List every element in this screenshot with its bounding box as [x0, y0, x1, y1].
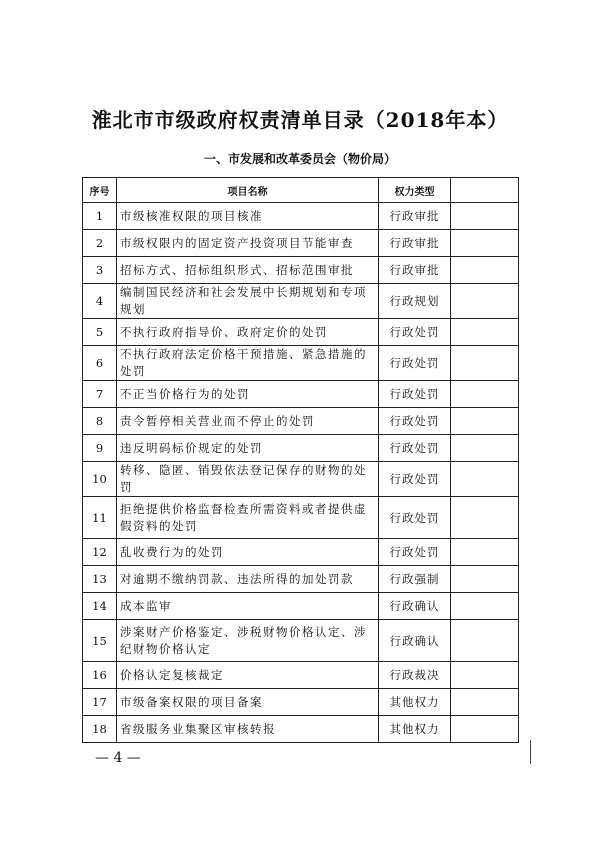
row-item-name: 对逾期不缴纳罚款、违法所得的加处罚款 — [117, 566, 379, 593]
row-item-name: 价格认定复核裁定 — [117, 662, 379, 689]
row-power-type: 行政处罚 — [379, 381, 451, 408]
row-power-type: 行政确认 — [379, 620, 451, 662]
margin-mark — [530, 740, 531, 764]
row-power-type: 行政处罚 — [379, 408, 451, 435]
row-extra — [451, 497, 519, 539]
row-power-type: 行政处罚 — [379, 497, 451, 539]
row-index: 3 — [83, 257, 117, 284]
row-index: 7 — [83, 381, 117, 408]
header-name: 项目名称 — [117, 178, 379, 203]
table-row — [83, 346, 519, 381]
row-index: 10 — [83, 462, 117, 497]
row-index: 8 — [83, 408, 117, 435]
authority-list-table — [82, 177, 519, 743]
row-power-type: 行政强制 — [379, 566, 451, 593]
row-extra — [451, 539, 519, 566]
section-subtitle: 一、市发展和改革委员会（物价局） — [203, 152, 396, 166]
row-extra — [451, 689, 519, 716]
table-row — [83, 566, 519, 593]
row-index: 17 — [83, 689, 117, 716]
row-extra — [451, 620, 519, 662]
table-row — [83, 203, 519, 230]
row-index: 5 — [83, 319, 117, 346]
row-extra — [451, 408, 519, 435]
row-extra — [451, 284, 519, 319]
row-item-name: 违反明码标价规定的处罚 — [117, 435, 379, 462]
row-extra — [451, 566, 519, 593]
table-row — [83, 593, 519, 620]
row-extra — [451, 257, 519, 284]
row-item-name: 成本监审 — [117, 593, 379, 620]
row-extra — [451, 230, 519, 257]
row-power-type: 其他权力 — [379, 716, 451, 743]
header-type: 权力类型 — [379, 178, 451, 203]
page-number: — 4 — — [95, 750, 141, 766]
row-extra — [451, 716, 519, 743]
row-index: 6 — [83, 346, 117, 381]
table-body — [83, 203, 519, 743]
row-power-type: 行政审批 — [379, 257, 451, 284]
table-row — [83, 539, 519, 566]
row-power-type: 行政处罚 — [379, 435, 451, 462]
table-row — [83, 257, 519, 284]
row-power-type: 行政处罚 — [379, 539, 451, 566]
row-item-name: 招标方式、招标组织形式、招标范围审批 — [117, 257, 379, 284]
table-row — [83, 230, 519, 257]
row-extra — [451, 462, 519, 497]
row-extra — [451, 662, 519, 689]
row-power-type: 其他权力 — [379, 689, 451, 716]
row-item-name: 拒绝提供价格监督检查所需资料或者提供虚假资料的处罚 — [117, 497, 379, 539]
row-index: 11 — [83, 497, 117, 539]
row-power-type: 行政处罚 — [379, 346, 451, 381]
row-index: 18 — [83, 716, 117, 743]
row-index: 9 — [83, 435, 117, 462]
row-item-name: 市级权限内的固定资产投资项目节能审查 — [117, 230, 379, 257]
row-item-name: 责令暂停相关营业而不停止的处罚 — [117, 408, 379, 435]
table-row — [83, 620, 519, 662]
row-item-name: 乱收费行为的处罚 — [117, 539, 379, 566]
table-row — [83, 381, 519, 408]
row-extra — [451, 381, 519, 408]
table-row — [83, 462, 519, 497]
row-index: 2 — [83, 230, 117, 257]
row-item-name: 编制国民经济和社会发展中长期规划和专项规划 — [117, 284, 379, 319]
row-item-name: 不执行政府法定价格干预措施、紧急措施的处罚 — [117, 346, 379, 381]
row-item-name: 转移、隐匿、销毁依法登记保存的财物的处罚 — [117, 462, 379, 497]
row-index: 16 — [83, 662, 117, 689]
row-item-name: 市级备案权限的项目备案 — [117, 689, 379, 716]
table-row — [83, 497, 519, 539]
header-extra — [451, 178, 519, 203]
row-power-type: 行政审批 — [379, 203, 451, 230]
table-row — [83, 435, 519, 462]
row-power-type: 行政裁决 — [379, 662, 451, 689]
row-extra — [451, 346, 519, 381]
row-index: 15 — [83, 620, 117, 662]
row-item-name: 不正当价格行为的处罚 — [117, 381, 379, 408]
row-power-type: 行政处罚 — [379, 319, 451, 346]
table-row — [83, 284, 519, 319]
table-row — [83, 408, 519, 435]
row-index: 1 — [83, 203, 117, 230]
page-title: 淮北市市级政府权责清单目录（2018年本） — [91, 108, 509, 132]
row-index: 13 — [83, 566, 117, 593]
row-item-name: 市级核准权限的项目核准 — [117, 203, 379, 230]
row-power-type: 行政规划 — [379, 284, 451, 319]
table-header-row — [83, 178, 519, 203]
row-item-name: 不执行政府指导价、政府定价的处罚 — [117, 319, 379, 346]
row-index: 4 — [83, 284, 117, 319]
table-row — [83, 716, 519, 743]
row-extra — [451, 319, 519, 346]
row-item-name: 省级服务业集聚区审核转报 — [117, 716, 379, 743]
row-item-name: 涉案财产价格鉴定、涉税财物价格认定、涉纪财物价格认定 — [117, 620, 379, 662]
row-extra — [451, 593, 519, 620]
row-index: 14 — [83, 593, 117, 620]
table-row — [83, 319, 519, 346]
row-extra — [451, 435, 519, 462]
table-row — [83, 689, 519, 716]
row-extra — [451, 203, 519, 230]
row-index: 12 — [83, 539, 117, 566]
header-index: 序号 — [83, 178, 117, 203]
row-power-type: 行政审批 — [379, 230, 451, 257]
row-power-type: 行政处罚 — [379, 462, 451, 497]
row-power-type: 行政确认 — [379, 593, 451, 620]
table-row — [83, 662, 519, 689]
